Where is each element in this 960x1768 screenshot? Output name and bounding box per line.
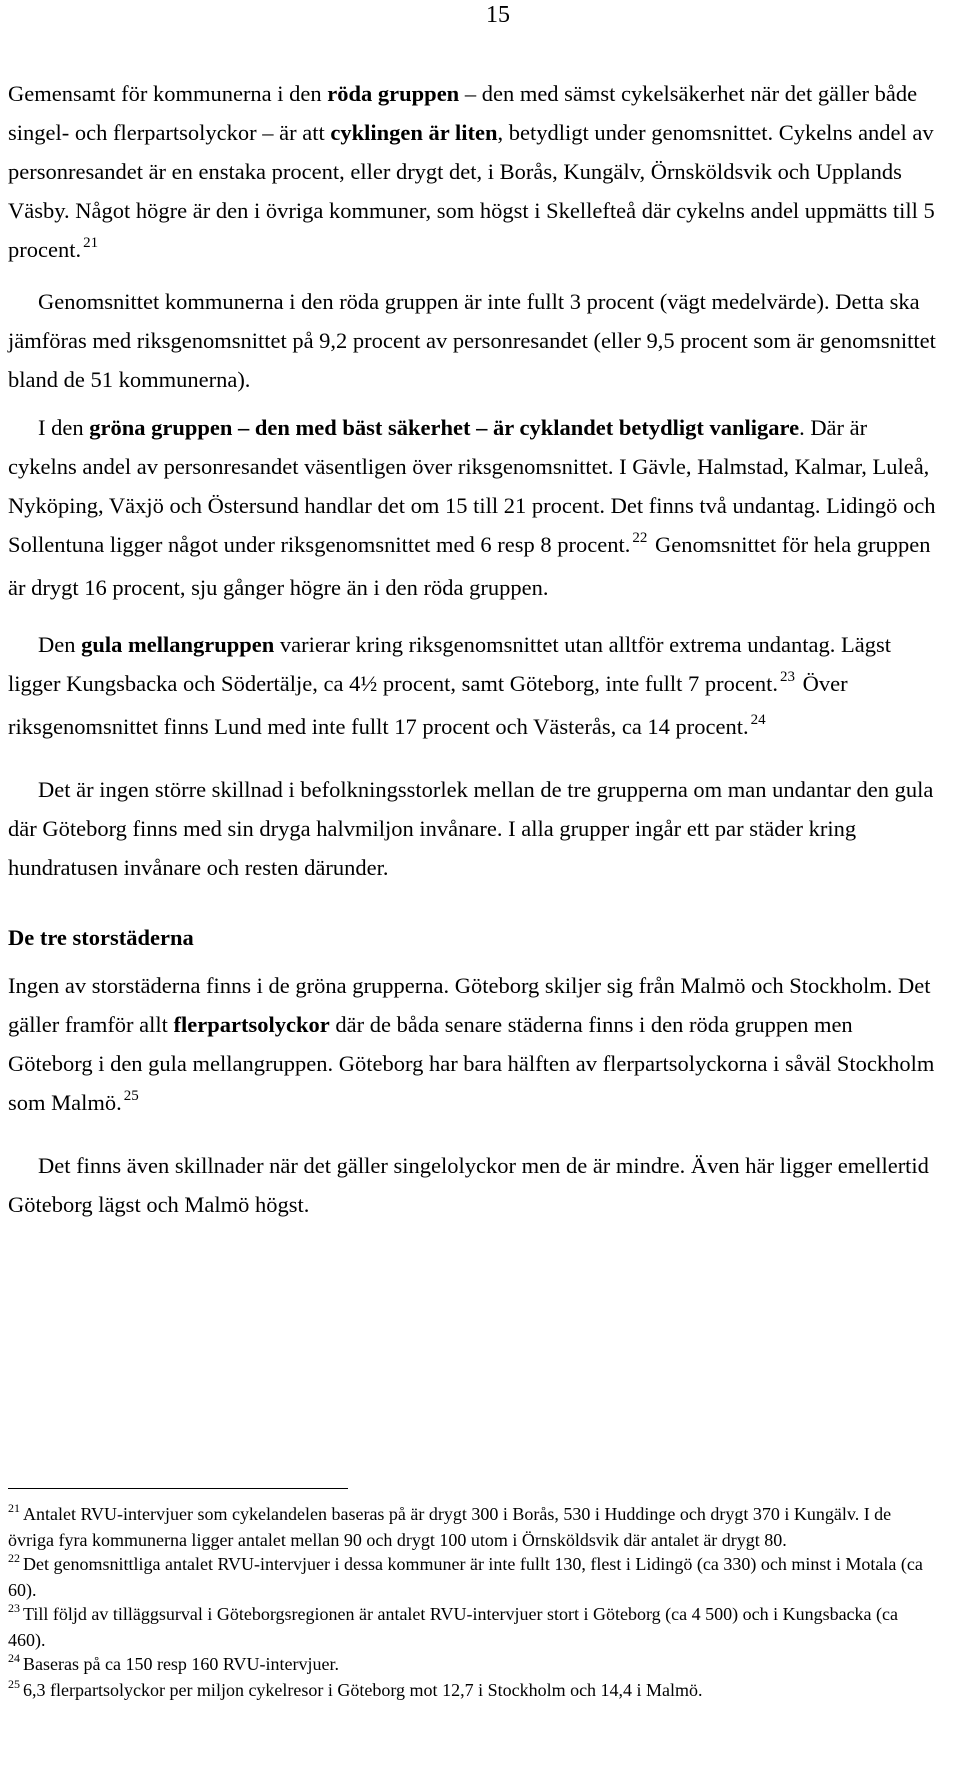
bold-phrase: röda gruppen — [327, 81, 460, 106]
footnotes — [8, 1502, 938, 1704]
paragraph-single-accidents: Det finns även skillnader när det gäller singelolyckor men de är mindre. Även här ligger emellertid Göteborg lägst och Malmö högst. — [8, 1153, 929, 1217]
footnote-ref[interactable]: 25 — [123, 1088, 139, 1104]
footnote-divider — [8, 1488, 348, 1489]
bold-phrase: gröna gruppen – den med bäst säkerhet – är cyklandet betydligt vanligare — [89, 415, 800, 440]
footnote-22: $^{22}$ Det genomsnittliga antalet RVU-intervjuer i dessa kommuner är inte fullt 130, flest i Lidingö (ca 330) och minst i Motala (ca 60). — [8, 1551, 923, 1600]
paragraph-population: Det är ingen större skillnad i befolkningsstorlek mellan de tre grupperna om man undantar den gula där Göteborg finns med sin dryga halvmiljon invånare. I alla grupper ingår ett par städer kring hundratusen invånare och resten därunder. — [8, 777, 934, 880]
footnote-24: $^{24}$ Baseras på ca 150 resp 160 RVU-intervjuer. — [8, 1651, 339, 1674]
main-text — [8, 74, 938, 1224]
paragraph-red-average: Genomsnittet kommunerna i den röda gruppen är inte fullt 3 procent (vägt medelvärde). Detta ska jämföras med riksgenomsnittet på 9,2 procent av personresandet (eller 9,5 procent som är genomsnittet bland de 51 kommunerna). — [8, 289, 936, 392]
footnote-23: $^{23}$ Till följd av tilläggsurval i Göteborgsregionen är antalet RVU-intervjuer stort i Göteborg (ca 4 500) och i Kungsbacka (ca 460). — [8, 1601, 899, 1650]
paragraph-big-cities: Ingen av storstäderna finns i de gröna grupperna. Göteborg skiljer sig från Malmö och Stockholm. Det gäller framför allt flerpartsolyckor där de båda senare städerna finns i den röda gruppen men Göteborg i den gula mellangruppen. Göteborg har bara hälften av flerpartsolyckorna i såväl Stockholm som Malmö. $^{25}$ — [8, 973, 935, 1115]
paragraph-red-group: Gemensamt för kommunerna i den röda gruppen – den med sämst cykelsäkerhet när det gäller både singel- och flerpartsolyckor – är att cyklingen är liten, betydligt under genomsnittet. Cykelns andel av personresandet är en enstaka procent, eller drygt det, i Borås, Kungälv, Örnsköldsvik och Upplands Väsby. Något högre är den i övriga kommuner, som högst i Skellefteå där cykelns andel uppmätts till 5 procent. $^{21}$ — [8, 81, 935, 262]
footnote-ref[interactable]: 23 — [780, 669, 795, 685]
bold-phrase: cyklingen är liten — [330, 120, 498, 145]
bold-phrase: flerpartsolyckor — [173, 1012, 330, 1037]
section-heading: De tre storstäderna — [8, 925, 194, 950]
bold-phrase: gula mellangruppen — [81, 632, 275, 657]
footnote-ref[interactable]: 24 — [750, 712, 766, 728]
footnote-21: $^{21}$ Antalet RVU-intervjuer som cykelandelen baseras på är drygt 300 i Borås, 530 i Huddinge och drygt 370 i Kungälv. I de övriga fyra kommunerna ligger antalet mellan 90 och drygt 100 utom i Örnsköldsvik där antalet är drygt 80. — [8, 1501, 892, 1550]
paragraph-green-group: I den gröna gruppen – den med bäst säkerhet – är cyklandet betydligt vanligare. Där är cykelns andel av personresandet väsentligen över riksgenomsnittet. I Gävle, Halmstad, Kalmar, Luleå, Nyköping, Växjö och Östersund handlar det om 15 till 21 procent. Det finns två undantag. Lidingö och Sollentuna ligger något under riksgenomsnittet med 6 resp 8 procent. $^{22}$ Genomsnittet för hela gruppen är drygt 16 procent, sju gånger högre än i den röda gruppen. — [8, 415, 936, 600]
footnote-25: $^{25}$ 6,3 flerpartsolyckor per miljon cykelresor i Göteborg mot 12,7 i Stockholm och 14,4 i Malmö. — [8, 1677, 703, 1700]
footnote-ref[interactable]: 21 — [83, 235, 99, 251]
page-number: 15 — [486, 2, 510, 28]
footnote-ref[interactable]: 22 — [632, 530, 648, 546]
paragraph-yellow-group: Den gula mellangruppen varierar kring riksgenomsnittet utan alltför extrema undantag. Lägst ligger Kungsbacka och Södertälje, ca 4½ procent, samt Göteborg, inte fullt 7 procent. $^{23}$ Över riksgenomsnittet finns Lund med inte fullt 17 procent och Västerås, ca 14 procent. $^{24}$ — [8, 632, 891, 739]
